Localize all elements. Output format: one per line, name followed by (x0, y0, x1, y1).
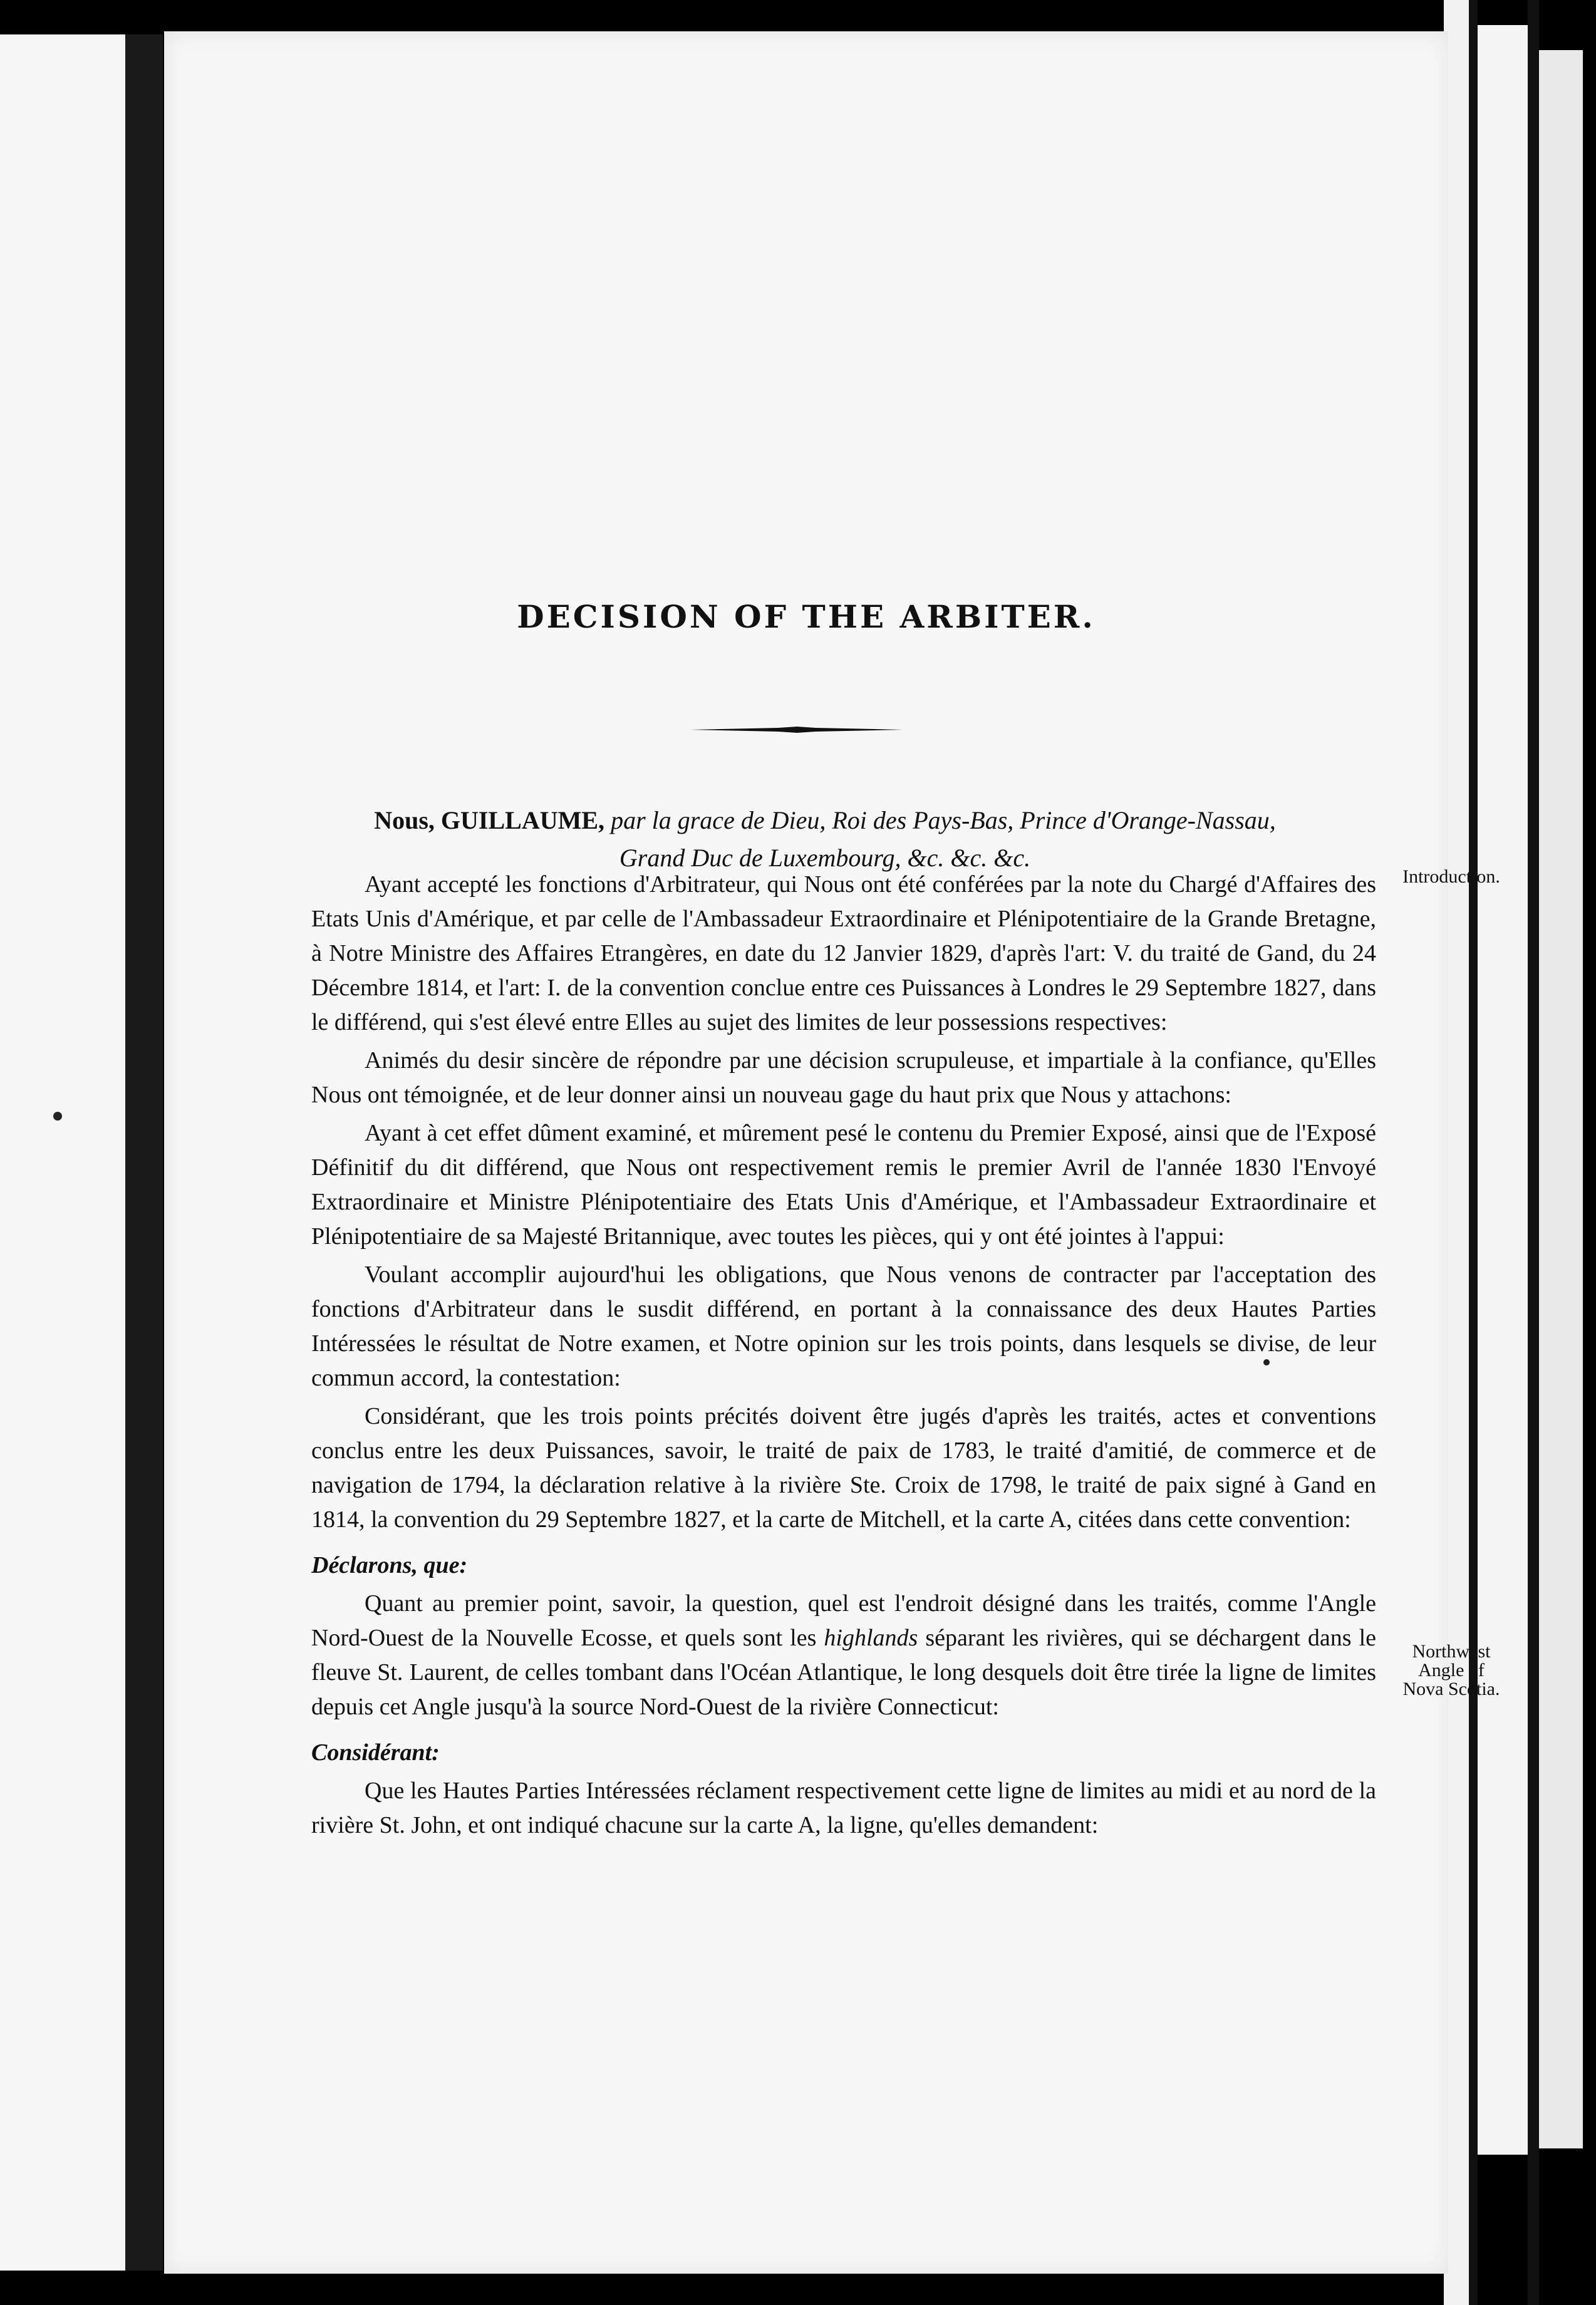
page-title: DECISION OF THE ARBITER. (517, 598, 1096, 635)
declarons-heading: Déclarons, que: (311, 1552, 468, 1578)
paragraph: Animés du desir sincère de répondre par une décision scrupuleuse, et impartiale à la confiance, qu'Elles Nous ont témoignée, et de leur donner ainsi un nouveau gage du haut prix que Nous y attachons: (311, 1047, 1376, 1108)
page-edge (1469, 0, 1478, 2305)
facing-page-edge (0, 34, 129, 2271)
margin-note-introduction: Introduction. (1402, 866, 1500, 887)
text-run: séparant les rivières, qui se déchargent dans le fleuve St. Laurent, de celles tombant dans l'Océan Atlantique, le long desquels doit être tirée la ligne de limites depuis cet Angle jusqu'à la source Nord-Ouest de la rivière Connecticut: (311, 1625, 1376, 1720)
heading-style-2: Grand Duc de Luxembourg, &c. &c. &c. (619, 844, 1031, 872)
paragraph: Voulant accomplir aujourd'hui les obligations, que Nous venons de contracter par l'acceptation des fonctions d'Arbitrateur dans le susdit différend, en portant à la connaissance des deux Hautes Parties Intéressées le résultat de Notre examen, et Notre opinion sur les trois points, dans lesquels se divise, de leur commun accord, la contestation: (311, 1261, 1376, 1391)
ornamental-rule (690, 727, 903, 730)
document-page (164, 31, 1500, 2274)
considerant-heading: Considérant: (311, 1739, 440, 1766)
page-edge (1528, 0, 1539, 2305)
paragraph: Ayant à cet effet dûment examiné, et mûrement pesé le contenu du Premier Exposé, ainsi que de l'Exposé Définitif du dit différend, que Nous ont respectivement remis le premier Avril de l'année 1830 l'Envoyé Extraordinaire et Ministre Plénipotentiaire des Etats Unis d'Amérique, et l'Ambassadeur Extraordinaire et Plénipotentiaire de sa Majesté Britannique, avec toutes les pièces, qui y ont été jointes à l'appui: (311, 1120, 1376, 1250)
heading-name: Nous, GUILLAUME, (374, 806, 605, 834)
decision-body (311, 868, 1376, 1847)
page-edge (1539, 50, 1583, 2148)
page-edge (1583, 0, 1596, 2305)
paragraph: Que les Hautes Parties Intéressées réclament respectivement cette ligne de limites au midi et au nord de la rivière St. John, et ont indiqué chacune sur la carte A, la ligne, qu'elles demandent: (311, 1778, 1376, 1838)
text-run-italic: highlands (824, 1625, 918, 1651)
page-edge (1478, 25, 1528, 2155)
paragraph: Ayant accepté les fonctions d'Arbitrateur, qui Nous ont été conférées par la note du Chargé d'Affaires des Etats Unis d'Amérique, et par celle de l'Ambassadeur Extraordinaire et Plénipotentiaire de la Grande Bretagne, à Notre Ministre des Affaires Etrangères, en date du 12 Janvier 1829, d'après l'art: V. du traité de Gand, du 24 Décembre 1814, et l'art: I. de la convention conclue entre ces Puissances à Londres le 29 Septembre 1827, dans le différend, qui s'est élevé entre Elles au sujet des limites de leur possessions respectives: (311, 871, 1376, 1035)
speck (1263, 1359, 1270, 1365)
speck (53, 1112, 62, 1121)
margin-note-northwest: Northwest Angle of Nova Scotia. (1402, 1641, 1500, 1699)
paragraph: Considérant, que les trois points précités doivent être jugés d'après les traités, actes et conventions conclus entre les deux Puissances, savoir, le traité de paix de 1783, le traité d'amitié, de commerce et de navigation de 1794, la déclaration relative à la rivière Ste. Croix de 1798, le traité de paix signé à Gand en 1814, la convention du 29 Septembre 1827, et la carte de Mitchell, et la carte A, citées dans cette convention: (311, 1403, 1376, 1533)
proclamation-heading (308, 802, 1342, 877)
paragraph-first-point (311, 1587, 1376, 1724)
book-spine (125, 34, 163, 2271)
heading-style: par la grace de Dieu, Roi des Pays-Bas, Prince d'Orange-Nassau, (611, 806, 1276, 834)
text-run: Quant au premier point, savoir, la question, quel est l'endroit désigné dans les traités, comme l'Angle Nord-Ouest de la Nouvelle Ecosse, et quels sont les (311, 1590, 1376, 1651)
